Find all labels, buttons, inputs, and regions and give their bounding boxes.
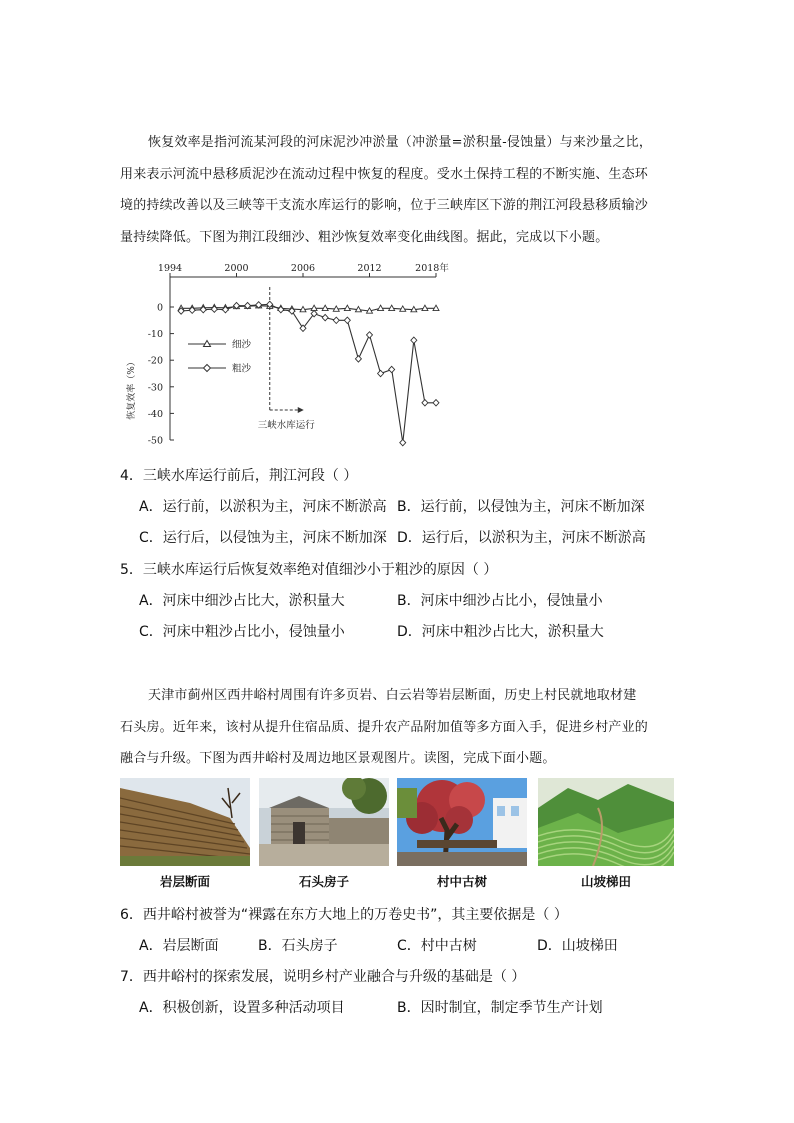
- reservoir-arrow-head: [298, 407, 304, 413]
- q4-option-c[interactable]: C．运行后，以侵蚀为主，河床不断加深: [139, 530, 387, 546]
- y-tick-label: -10: [147, 329, 163, 341]
- question-4-stem: 4．三峡水库运行前后，荆江河段（ ）: [120, 468, 358, 484]
- q5-option-c[interactable]: C．河床中粗沙占比小，侵蚀量小: [139, 624, 345, 640]
- q6-option-d[interactable]: D．山坡梯田: [537, 938, 618, 954]
- passage-2-line-2: 石头房。近年来，该村从提升住宿品质、提升农产品附加值等多方面入手，促进乡村产业的: [120, 719, 649, 735]
- coarse-sand-point: [333, 317, 339, 323]
- coarse-sand-point: [389, 366, 395, 372]
- coarse-sand-point: [400, 439, 406, 445]
- y-tick-label: -30: [147, 382, 163, 394]
- question-6-stem: 6．西井峪村被誉为“裸露在东方大地上的万卷史书”，其主要依据是（ ）: [120, 907, 568, 923]
- passage-1-line-2: 用来表示河流中悬移质泥沙在流动过程中恢复的程度。受水土保持工程的不断实施、生态环: [120, 166, 649, 182]
- coarse-sand-point: [367, 332, 373, 338]
- y-tick-label: -20: [147, 355, 163, 367]
- legend-label-fine-sand: 细沙: [232, 339, 252, 351]
- coarse-sand-point: [322, 314, 328, 320]
- fine-sand-point: [344, 305, 350, 310]
- coarse-sand-point: [378, 370, 384, 376]
- q5-option-d[interactable]: D．河床中粗沙占比大，淤积量大: [397, 624, 604, 640]
- photo-caption-stone-house: 石头房子: [298, 874, 349, 889]
- legend-label-coarse-sand: 粗沙: [232, 363, 252, 375]
- passage-2: [120, 680, 676, 775]
- coarse-sand-point: [422, 400, 428, 406]
- stone-house-photo: [259, 778, 389, 866]
- q6-option-a[interactable]: A．岩层断面: [139, 938, 219, 954]
- x-tick-label: 2018年: [415, 263, 449, 274]
- x-tick-label: 2000: [224, 263, 249, 274]
- photo-caption-rock-strata: 岩层断面: [159, 874, 210, 889]
- q5-option-a[interactable]: A．河床中细沙占比大，淤积量大: [139, 593, 345, 609]
- coarse-sand-point: [433, 400, 439, 406]
- question-7-stem: 7．西井峪村的探索发展，说明乡村产业融合与升级的基础是（ ）: [120, 969, 526, 985]
- coarse-sand-point: [211, 306, 217, 312]
- photo-caption-ancient-tree: 村中古树: [436, 874, 487, 889]
- x-tick-label: 2006: [290, 263, 316, 274]
- coarse-sand-point: [344, 317, 350, 323]
- x-tick-label: 2012: [357, 263, 382, 274]
- series-line-fine-sand: [181, 306, 436, 311]
- rock-strata-photo: [120, 778, 250, 866]
- q4-option-b[interactable]: B．运行前，以侵蚀为主，河床不断加深: [397, 499, 645, 515]
- q7-option-b[interactable]: B．因时制宜，制定季节生产计划: [397, 1000, 603, 1016]
- q6-option-b[interactable]: B．石头房子: [258, 938, 338, 954]
- passage-1-line-1: 恢复效率是指河流某河段的河床泥沙冲淤量（冲淤量=淤积量-侵蚀量）与来沙量之比，: [148, 135, 653, 150]
- photo-caption-terraced-field: 山坡梯田: [580, 874, 631, 889]
- q6-option-c[interactable]: C．村中古树: [397, 938, 477, 954]
- coarse-sand-point: [355, 356, 361, 362]
- coarse-sand-point: [411, 337, 417, 343]
- y-tick-label: -50: [147, 435, 163, 447]
- legend-marker-coarse-sand: [204, 365, 211, 372]
- passage-2-line-3: 融合与升级。下图为西井峪村及周边地区景观图片。读图，完成下面小题。: [120, 751, 556, 766]
- y-axis-label: 恢复效率（%）: [127, 357, 137, 420]
- q5-option-b[interactable]: B．河床中细沙占比小，侵蚀量小: [397, 593, 603, 609]
- reservoir-annotation: 三峡水库运行: [257, 420, 315, 431]
- recovery-efficiency-chart: [118, 260, 458, 450]
- terraced-field-photo: [538, 778, 674, 866]
- ancient-tree-photo: [397, 778, 527, 866]
- passage-1-line-4: 量持续降低。下图为荆江段细沙、粗沙恢复效率变化曲线图。据此，完成以下小题。: [120, 229, 609, 245]
- y-tick-label: 0: [156, 302, 163, 314]
- x-tick-label: 1994: [157, 263, 183, 274]
- q4-option-d[interactable]: D．运行后，以淤积为主，河床不断淤高: [397, 530, 646, 546]
- passage-1-line-3: 境的持续改善以及三峡等干支流水库运行的影响，位于三峡库区下游的荆江河段悬移质输沙: [120, 198, 649, 213]
- question-5-stem: 5．三峡水库运行后恢复效率绝对值细沙小于粗沙的原因（ ）: [120, 562, 498, 578]
- y-tick-label: -40: [147, 408, 163, 420]
- q7-option-a[interactable]: A．积极创新，设置多种活动项目: [139, 1000, 345, 1016]
- q4-option-a[interactable]: A．运行前，以淤积为主，河床不断淤高: [139, 499, 387, 515]
- passage-2-line-1: 天津市蓟州区西井峪村周围有许多页岩、白云岩等岩层断面，历史上村民就地取材建: [148, 688, 637, 703]
- passage-1: [120, 127, 676, 253]
